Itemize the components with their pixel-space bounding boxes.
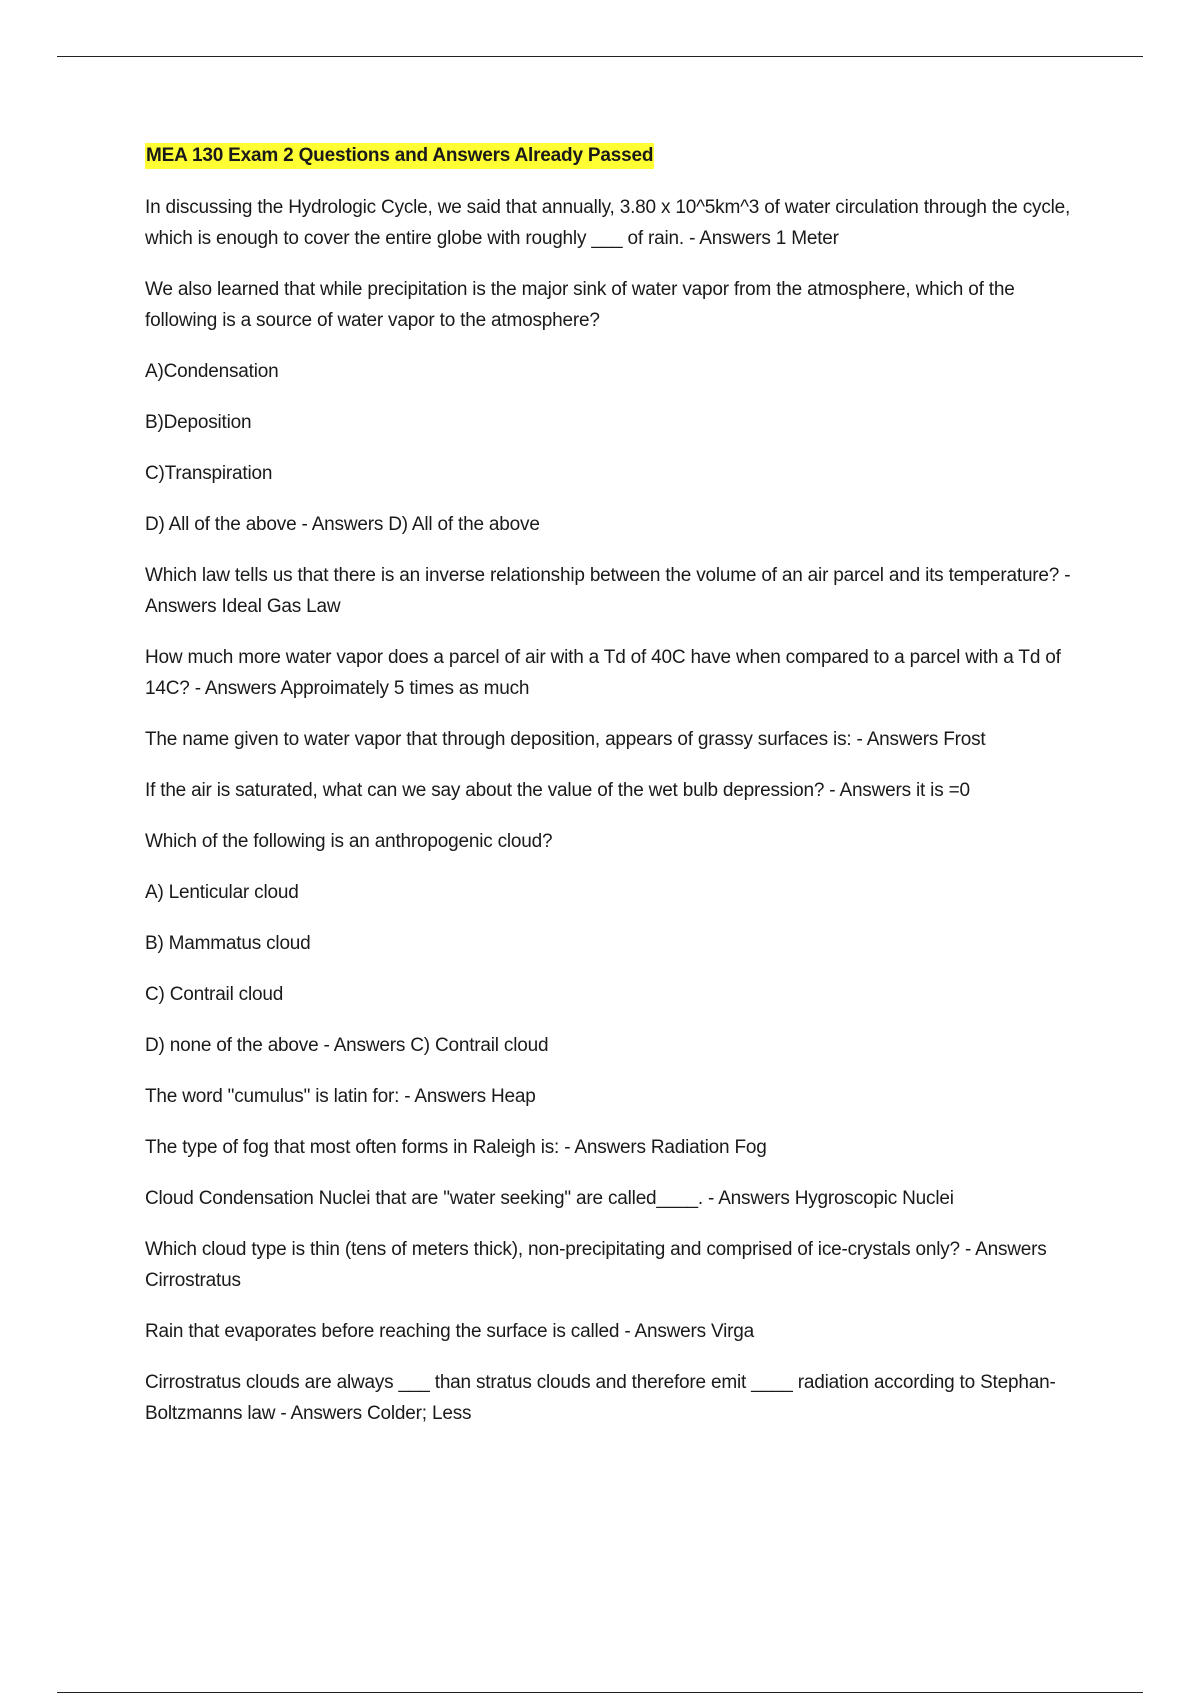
question-virga: Rain that evaporates before reaching the surface is called - Answers Virga <box>145 1321 755 1342</box>
question-ccn: Cloud Condensation Nuclei that are "water seeking" are called____. - Answers Hygroscopic Nuclei <box>145 1188 954 1209</box>
question-gas-law: Which law tells us that there is an inverse relationship between the volume of an air parcel and its temperature? - Answers Ideal Gas Law <box>145 565 1071 617</box>
question-hydrologic-cycle: In discussing the Hydrologic Cycle, we said that annually, 3.80 x 10^5km^3 of water circulation through the cycle, which is enough to cover the entire globe with roughly ___ of rain. - Answers 1 Meter <box>145 197 1071 249</box>
question-thin-cloud: Which cloud type is thin (tens of meters thick), non-precipitating and comprised of ice-crystals only? - Answers Cirrostratus <box>145 1239 1047 1291</box>
option-condensation: A)Condensation <box>145 361 279 382</box>
option-contrail: C) Contrail cloud <box>145 984 284 1005</box>
option-deposition: B)Deposition <box>145 412 252 433</box>
document-body <box>145 143 1090 1449</box>
option-all-of-above-answer: D) All of the above - Answers D) All of the above <box>145 514 540 535</box>
question-cumulus: The word "cumulus" is latin for: - Answers Heap <box>145 1086 536 1107</box>
option-mammatus: B) Mammatus cloud <box>145 933 311 954</box>
question-frost: The name given to water vapor that through deposition, appears of grassy surfaces is: - Answers Frost <box>145 729 986 750</box>
question-cirrostratus: Cirrostratus clouds are always ___ than stratus clouds and therefore emit ____ radiation according to Stephan-Boltzmanns law - Answers Colder; Less <box>145 1372 1056 1424</box>
question-water-vapor-td: How much more water vapor does a parcel of air with a Td of 40C have when compared to a parcel with a Td of 14C? - Answers Approimately 5 times as much <box>145 647 1061 699</box>
question-water-vapor-source: We also learned that while precipitation is the major sink of water vapor from the atmosphere, which of the following is a source of water vapor to the atmosphere? <box>145 279 1015 331</box>
question-anthropogenic-cloud: Which of the following is an anthropogenic cloud? <box>145 831 553 852</box>
header-rule <box>57 56 1143 57</box>
option-lenticular: A) Lenticular cloud <box>145 882 299 903</box>
document-title: MEA 130 Exam 2 Questions and Answers Already Passed <box>145 143 654 169</box>
option-transpiration: C)Transpiration <box>145 463 273 484</box>
question-raleigh-fog: The type of fog that most often forms in Raleigh is: - Answers Radiation Fog <box>145 1137 767 1158</box>
question-wet-bulb: If the air is saturated, what can we say about the value of the wet bulb depression? - Answers it is =0 <box>145 780 970 801</box>
footer-rule <box>57 1692 1143 1693</box>
option-none-answer: D) none of the above - Answers C) Contrail cloud <box>145 1035 549 1056</box>
